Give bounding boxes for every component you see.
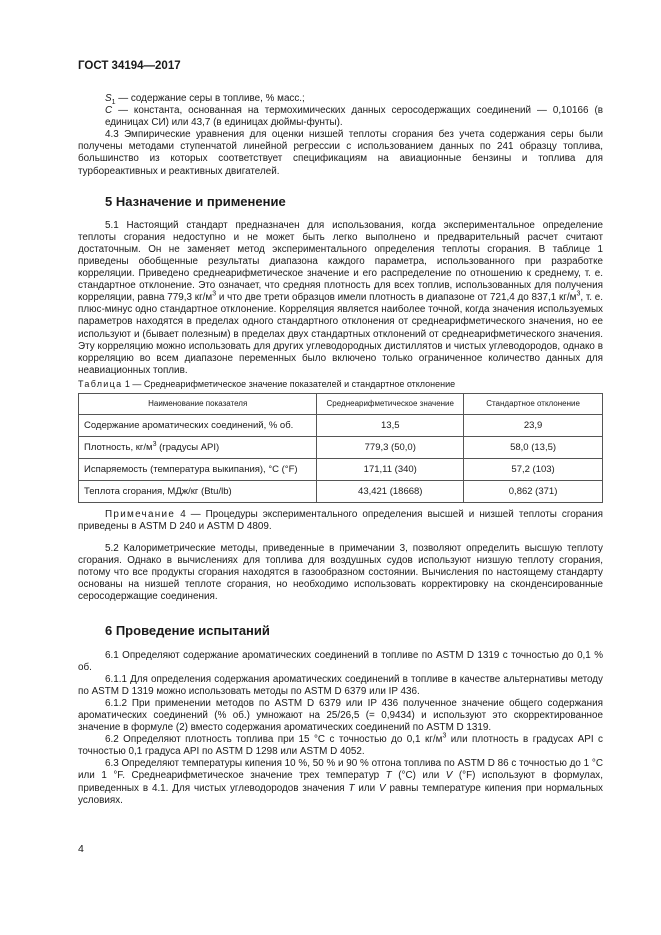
symbol-t: T	[348, 782, 355, 794]
paragraph-5-1-part-a: 5.1 Настоящий стандарт предназначен для использования, когда экспериментальное определение теплоты сгорания недоступно и не может быть легко выполнено и предварительный расчет считают достаточным. Он не заменяет метод экспериментального определения теплоты сгорания. В таблице 1 приведены обобщенные результаты диапазона каждого параметра, использованного при разработке корреляции. Приведено среднеарифметическое значение и его распределение по отношению к среднему, т. е. стандартное отклонение. Это означает, что средняя плотность для всех топлив, использованных для получения корреляции, равна 779,3 кг/м	[78, 219, 603, 304]
symbol-s-subscript: 1	[111, 98, 116, 106]
table-cell: 13,5	[317, 414, 464, 436]
paragraph-6-3-part-b: (°С) или	[391, 770, 446, 782]
paragraph-6-1-1: 6.1.1 Для определения содержания ароматических соединений в топливе в качестве альтернативы методу по ASTM D 1319 можно использовать методы по ASTM D 6379 или IP 436.	[78, 673, 603, 697]
cell-text: (градусы API)	[156, 441, 220, 453]
paragraph-6-3	[78, 758, 603, 806]
table-cell: 57,2 (103)	[464, 458, 603, 480]
paragraph-4-3: 4.3 Эмпирические уравнения для оценки низшей теплоты сгорания без учета содержания серы были получены методами ступенчатой линейной регрессии с использованием данных по 241 образцу топлива, большинство из которых соответствует спецификациям на авиационные бензины и топлива для турбореактивных и реактивных двигателей.	[78, 129, 603, 177]
superscript: 3	[442, 732, 447, 740]
paragraph-6-3-part-c: (°F) используют в формулах, приведенных в 4.1. Для чистых углеводородов значения	[78, 770, 603, 794]
table-cell: Испаряемость (температура выкипания), °C (°F)	[79, 458, 317, 480]
symbol-t: T	[385, 770, 392, 782]
table-cell: 0,862 (371)	[464, 480, 603, 502]
table-cell: 171,11 (340)	[317, 458, 464, 480]
paragraph-6-2	[78, 734, 603, 758]
document-header: ГОСТ 34194—2017	[78, 60, 181, 72]
paragraph-6-2-part-a: 6.2 Определяют плотность топлива при 15 °С с точностью до 0,1 кг/м	[105, 734, 443, 746]
paragraph-5-1-part-b: и что две трети образцов имели плотность в диапазоне от 721,4 до 837,1 кг/м	[216, 292, 577, 304]
table-1	[78, 393, 603, 503]
symbol-s: S	[105, 93, 112, 104]
cell-text: Плотность, кг/м	[84, 441, 153, 453]
page-number: 4	[78, 843, 84, 855]
symbol-c: C	[105, 105, 113, 117]
superscript: 3	[152, 440, 157, 448]
paragraph-6-3-part-a: 6.3 Определяют температуры кипения 10 %, 50 % и 90 % отгона топлива по ASTM D 86 с точностью до 1 °С или 1 °F. Среднеарифметическое значение трех температур	[78, 758, 603, 782]
table-header-row	[79, 393, 603, 414]
section-5-title: 5 Назначение и применение	[105, 193, 286, 209]
document-page	[78, 60, 603, 807]
paragraph-5-1	[78, 220, 603, 377]
legend-c-text: — константа, основанная на термохимических данных серосодержащих соединений — 0,10166 (в единицах СИ) или 43,7 (в единицах дюймы-фунты).	[105, 105, 603, 129]
column-header: Наименование показателя	[79, 393, 317, 414]
table-1-caption	[78, 379, 603, 389]
table-row	[79, 480, 603, 502]
paragraph-6-1: 6.1 Определяют содержание ароматических соединений в топливе по ASTM D 1319 с точностью до 0,1 % об.	[78, 649, 603, 673]
note-4	[78, 509, 603, 533]
table-row	[79, 414, 603, 436]
table-label: Таблица	[78, 378, 123, 389]
table-row	[79, 436, 603, 458]
superscript: 3	[212, 290, 217, 298]
table-caption-text: 1 — Среднеарифметическое значение показателей и стандартное отклонение	[122, 378, 456, 389]
note-label: Примечание	[105, 508, 176, 520]
paragraph-5-1-part-c: , т. е. плюс-минус одно стандартное отклонение. Корреляция является наиболее точной, когда значения используемых параметров находятся в пределах одного стандартного отклонения от среднеарифметического значения, но ее используют и (бывает полезным) в пределах двух стандартных отклонений от среднеарифметического значения. Эту корреляцию можно использовать для других углеводородных дистиллятов и чистых углеводородов, однако в корреляцию во всем диапазоне переменных было включено только ограниченное количество данных для неавиационных топлив.	[78, 292, 603, 376]
paragraph-6-1-2: 6.1.2 При применении методов по ASTM D 6379 или IP 436 полученное значение общего содержания ароматических соединений (% об.) умножают на 25/26,5 (= 0,9434) и используют это скорректированное значение в формуле (2) вместо содержания ароматических соединений по ASTM D 1319.	[78, 697, 603, 734]
table-cell: 779,3 (50,0)	[317, 436, 464, 458]
table-cell: Содержание ароматических соединений, % об.	[79, 414, 317, 436]
table-cell: 23,9	[464, 414, 603, 436]
table-cell	[79, 436, 317, 458]
table-cell: Теплота сгорания, МДж/кг (Btu/lb)	[79, 480, 317, 502]
paragraph-5-2: 5.2 Калориметрические методы, приведенные в примечании 3, позволяют определить высшую теплоту сгорания. Однако в вычислениях для топлива для воздушных судов используют низшую теплоту сгорания, потому что все продукты сгорания находятся в газообразном состоянии. Вычисления по настоящему стандарту основаны на низшей теплоте сгорания, но необходимо использовать корректировку на сконденсированные серосодержащие соединения.	[78, 543, 603, 603]
superscript: 3	[576, 290, 581, 298]
paragraph-6-2-part-b: или плотность в градусах API с точностью 0,1 градуса API по ASTM D 1298 или ASTM D 4052.	[78, 734, 603, 758]
column-header: Среднеарифметическое значение	[317, 393, 464, 414]
section-6-title: 6 Проведение испытаний	[105, 622, 270, 638]
paragraph-6-3-part-d: или	[354, 782, 380, 794]
symbol-v: V	[379, 782, 386, 794]
symbol-v: V	[445, 770, 453, 782]
note-text: 4 — Процедуры экспериментального определения высшей и низшей теплоты сгорания приведены в ASTM D 240 и ASTM D 4809.	[78, 508, 603, 532]
legend-s1	[78, 93, 603, 105]
table-cell: 58,0 (13,5)	[464, 436, 603, 458]
column-header: Стандартное отклонение	[464, 393, 603, 414]
legend-s1-text: — содержание серы в топливе, % масс.;	[115, 93, 305, 104]
legend-c	[78, 105, 603, 129]
paragraph-6-3-part-e: равны температуре кипения при нормальных условиях.	[78, 782, 603, 806]
table-row	[79, 458, 603, 480]
table-cell: 43,421 (18668)	[317, 480, 464, 502]
